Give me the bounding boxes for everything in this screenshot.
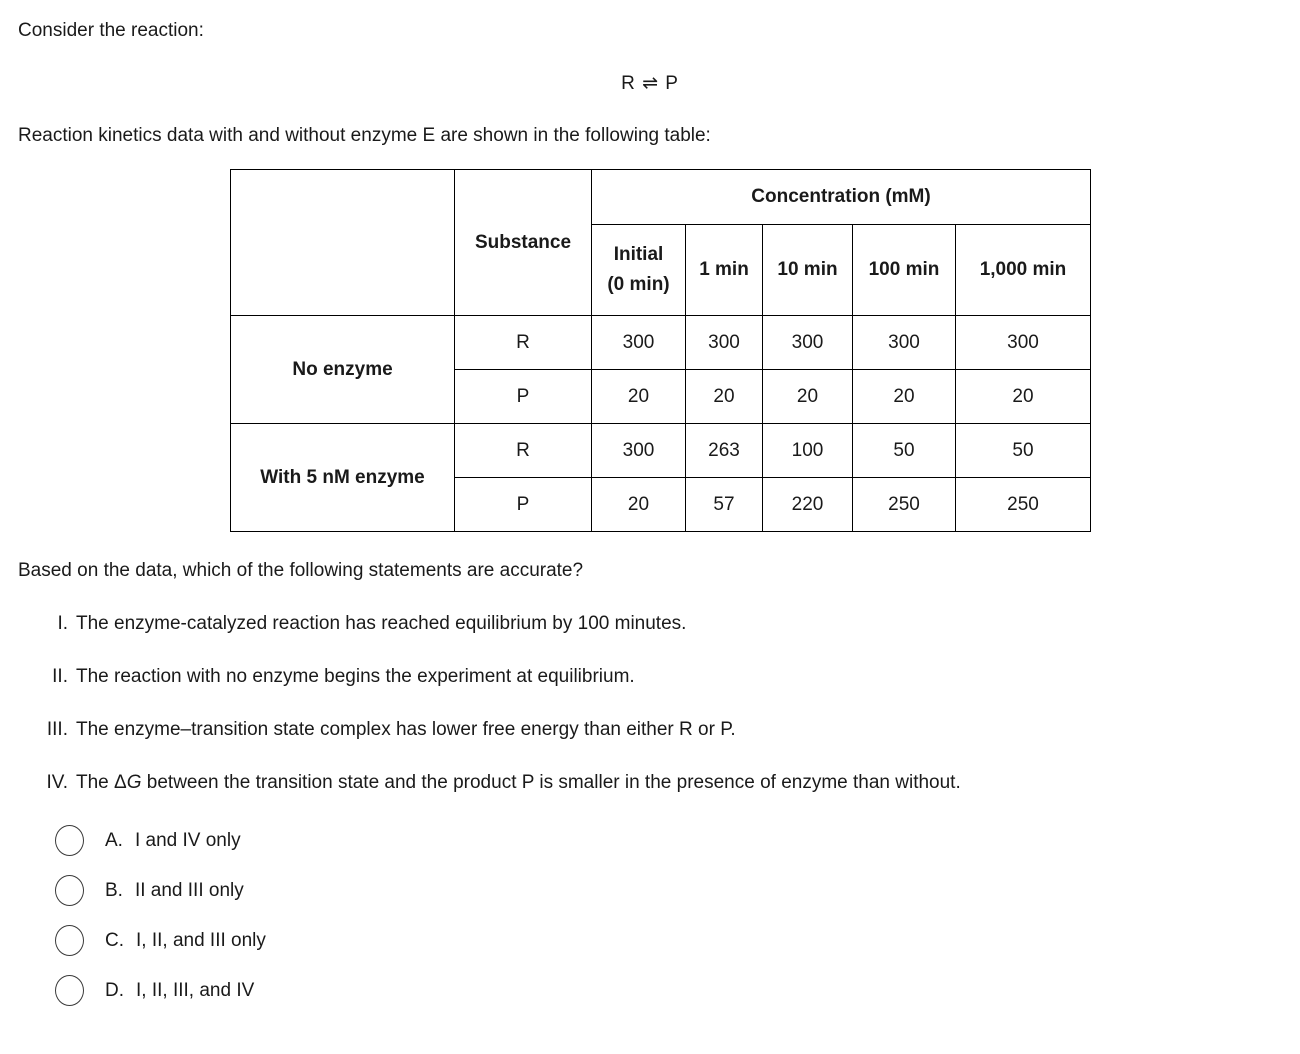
value-cell: 300 — [592, 316, 686, 370]
answer-option-d[interactable] — [55, 975, 1300, 1006]
concentration-header-cell: Concentration (mM) — [592, 170, 1091, 225]
statement-iv: IV. The ΔG between the transition state and the product P is smaller in the presence of enzyme than without. — [46, 772, 961, 793]
group-label-with-enzyme: With 5 nM enzyme — [231, 424, 455, 532]
reaction-equation: R ⇌ P — [621, 73, 679, 94]
value-cell: 20 — [763, 370, 853, 424]
radio-button-c[interactable] — [55, 925, 84, 956]
value-cell: 57 — [686, 478, 763, 532]
value-cell: 20 — [956, 370, 1091, 424]
statement-iii: III. The enzyme–transition state complex has lower free energy than either R or P. — [46, 719, 736, 740]
statement-ii: II. The reaction with no enzyme begins the experiment at equilibrium. — [52, 666, 635, 687]
radio-button-b[interactable] — [55, 875, 84, 906]
substance-cell: P — [455, 478, 592, 532]
value-cell: 250 — [853, 478, 956, 532]
substance-cell: P — [455, 370, 592, 424]
value-cell: 300 — [686, 316, 763, 370]
value-cell: 100 — [763, 424, 853, 478]
corner-empty-cell — [231, 170, 455, 316]
option-letter: D. — [105, 979, 124, 1001]
kinetics-table — [230, 169, 1091, 532]
value-cell: 20 — [592, 478, 686, 532]
time-header-100min: 100 min — [853, 225, 956, 316]
value-cell: 220 — [763, 478, 853, 532]
substance-header-cell: Substance — [455, 170, 592, 316]
value-cell: 20 — [686, 370, 763, 424]
radio-button-d[interactable] — [55, 975, 84, 1006]
option-text: I and IV only — [134, 829, 241, 851]
answer-options — [0, 825, 1300, 1006]
value-cell: 300 — [763, 316, 853, 370]
option-letter: C. — [105, 929, 124, 951]
answer-option-a[interactable] — [55, 825, 1300, 856]
value-cell: 300 — [592, 424, 686, 478]
statements-list — [0, 613, 1300, 794]
substance-cell: R — [455, 424, 592, 478]
time-header-1min: 1 min — [686, 225, 763, 316]
option-letter: A. — [105, 829, 123, 851]
question-prompt: Based on the data, which of the following statements are accurate? — [18, 560, 584, 581]
quiz-page — [0, 20, 1300, 1006]
option-text: I, II, and III only — [136, 929, 266, 951]
radio-button-a[interactable] — [55, 825, 84, 856]
substance-cell: R — [455, 316, 592, 370]
value-cell: 300 — [956, 316, 1091, 370]
statement-i: I. The enzyme-catalyzed reaction has reached equilibrium by 100 minutes. — [57, 613, 687, 634]
value-cell: 50 — [956, 424, 1091, 478]
time-header-initial: Initial (0 min) — [592, 225, 686, 316]
time-header-10min: 10 min — [763, 225, 853, 316]
value-cell: 250 — [956, 478, 1091, 532]
question-intro: Consider the reaction: — [18, 20, 204, 41]
value-cell: 263 — [686, 424, 763, 478]
answer-option-b[interactable] — [55, 875, 1300, 906]
value-cell: 20 — [853, 370, 956, 424]
group-label-no-enzyme: No enzyme — [231, 316, 455, 424]
time-header-1000min: 1,000 min — [956, 225, 1091, 316]
table-intro: Reaction kinetics data with and without enzyme E are shown in the following table: — [18, 125, 711, 146]
value-cell: 20 — [592, 370, 686, 424]
value-cell: 50 — [853, 424, 956, 478]
option-text: II and III only — [134, 879, 244, 901]
answer-option-c[interactable] — [55, 925, 1300, 956]
option-text: I, II, III, and IV — [136, 979, 255, 1001]
value-cell: 300 — [853, 316, 956, 370]
option-letter: B. — [105, 879, 123, 901]
